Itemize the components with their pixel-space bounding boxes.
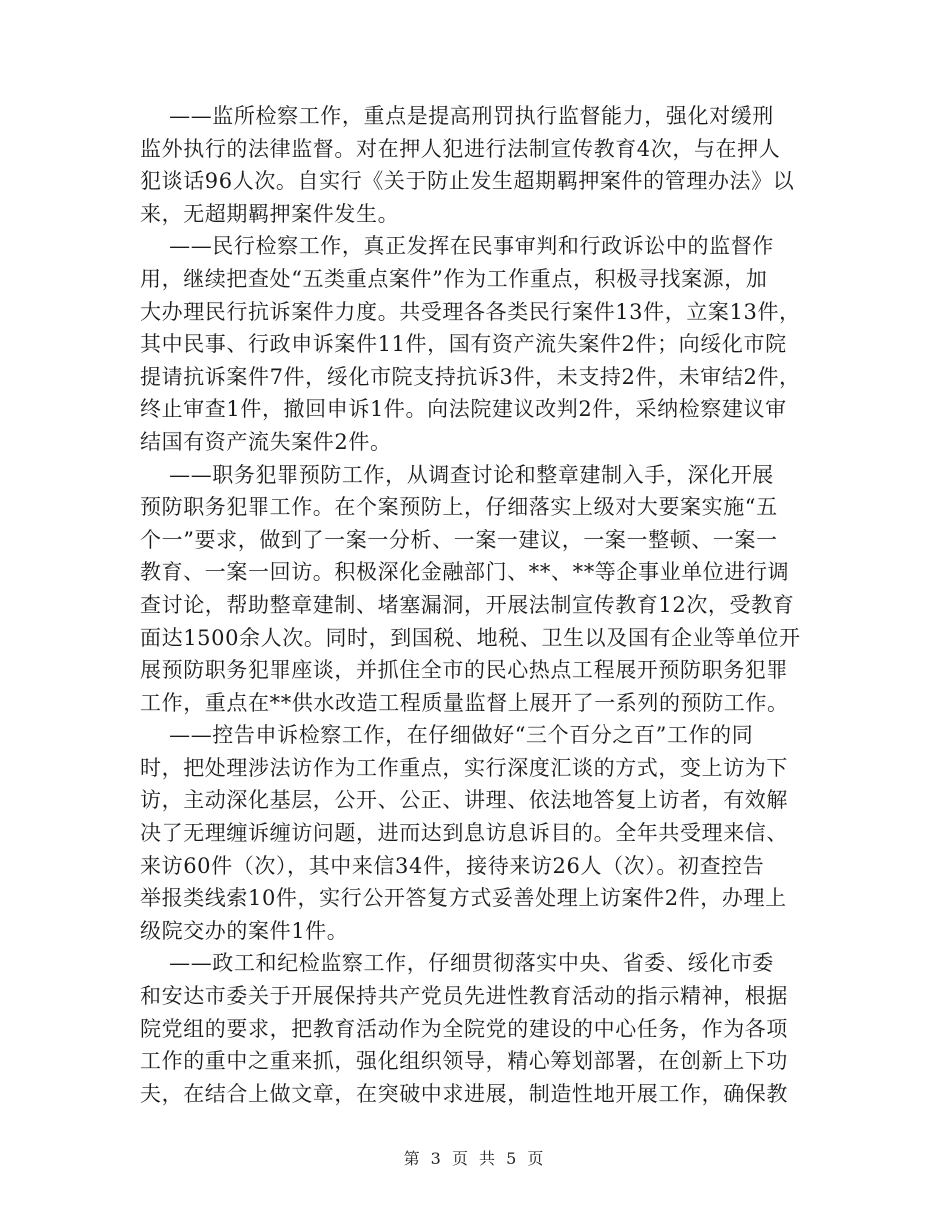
text-line: 访，主动深化基层，公开、公正、讲理、依法地答复上访者，有效解 <box>140 788 788 813</box>
text-line: 工作的重中之重来抓，强化组织领导，精心筹划部署，在创新上下功 <box>140 1049 788 1074</box>
text-line: 展预防职务犯罪座谈，并抓住全市的民心热点工程展开预防职务犯罪 <box>140 658 788 683</box>
text-line: 用，继续把查处“五类重点案件”作为工作重点，积极寻找案源，加 <box>140 266 768 291</box>
text-line: 其中民事、行政申诉案件11件，国有资产流失案件2件；向绥化市院 <box>140 332 787 357</box>
text-line: 监外执行的法律监督。对在押人犯进行法制宣传教育4次，与在押人 <box>140 136 781 161</box>
text-line: 举报类线索10件，实行公开答复方式妥善处理上访案件2件，办理上 <box>140 886 787 911</box>
text-line: 级院交办的案件1件。 <box>140 918 349 943</box>
text-line: 查讨论，帮助整章建制、堵塞漏洞，开展法制宣传教育12次，受教育 <box>140 592 795 617</box>
text-line: ——监所检察工作，重点是提高刑罚执行监督能力，强化对缓刑 <box>140 104 774 128</box>
text-line: 时，把处理涉法访作为工作重点，实行深度汇谈的方式，变上访为下 <box>140 755 788 780</box>
text-line: 夫，在结合上做文章，在突破中求进展，制造性地开展工作，确保教 <box>140 1081 788 1106</box>
text-line: ——控告申诉检察工作，在仔细做好“三个百分之百”工作的同 <box>140 723 754 748</box>
text-line: 教育、一案一回访。积极深化金融部门、**、**等企事业单位进行调 <box>140 560 790 585</box>
text-line: 来访60件（次），其中来信34件，接待来访26人（次）。初查控告 <box>140 853 765 878</box>
text-line: 决了无理缠诉缠访问题，进而达到息访息诉目的。全年共受理来信、 <box>140 821 788 846</box>
text-line: 工作，重点在**供水改造工程质量监督上展开了一系列的预防工作。 <box>140 690 789 715</box>
text-line: 大办理民行抗诉案件力度。共受理各各类民行案件13件，立案13件， <box>140 299 801 324</box>
text-line: 提请抗诉案件7件，绥化市院支持抗诉3件，未支持2件，未审结2件， <box>140 364 801 389</box>
text-line: 来，无超期羁押案件发生。 <box>140 201 400 226</box>
document-body <box>140 100 800 1110</box>
text-line: ——民行检察工作，真正发挥在民事审判和行政诉讼中的监督作 <box>140 234 774 259</box>
text-line: 预防职务犯罪工作。在个案预防上，仔细落实上级对大要案实施“五 <box>140 495 778 520</box>
text-line: 结国有资产流失案件2件。 <box>140 429 392 454</box>
text-line: 面达1500余人次。同时，到国税、地税、卫生以及国有企业等单位开 <box>140 625 801 650</box>
text-line: 终止审查1件，撤回申诉1件。向法院建议改判2件，采纳检察建议审 <box>140 397 787 422</box>
text-line: 个一”要求，做到了一案一分析、一案一建议，一案一整顿、一案一 <box>140 527 778 552</box>
text-line: 犯谈话96人次。自实行《关于防止发生超期羁押案件的管理办法》以 <box>140 169 795 194</box>
page-number-footer: 第 3 页 共 5 页 <box>403 1149 547 1168</box>
text-line: 和安达市委关于开展保持共产党员先进性教育活动的指示精神，根据 <box>140 984 788 1009</box>
text-line: ——政工和纪检监察工作，仔细贯彻落实中央、省委、绥化市委 <box>140 951 774 976</box>
text-line: 院党组的要求，把教育活动作为全院党的建设的中心任务，作为各项 <box>140 1016 788 1041</box>
text-line: ——职务犯罪预防工作，从调查讨论和整章建制入手，深化开展 <box>140 462 774 487</box>
